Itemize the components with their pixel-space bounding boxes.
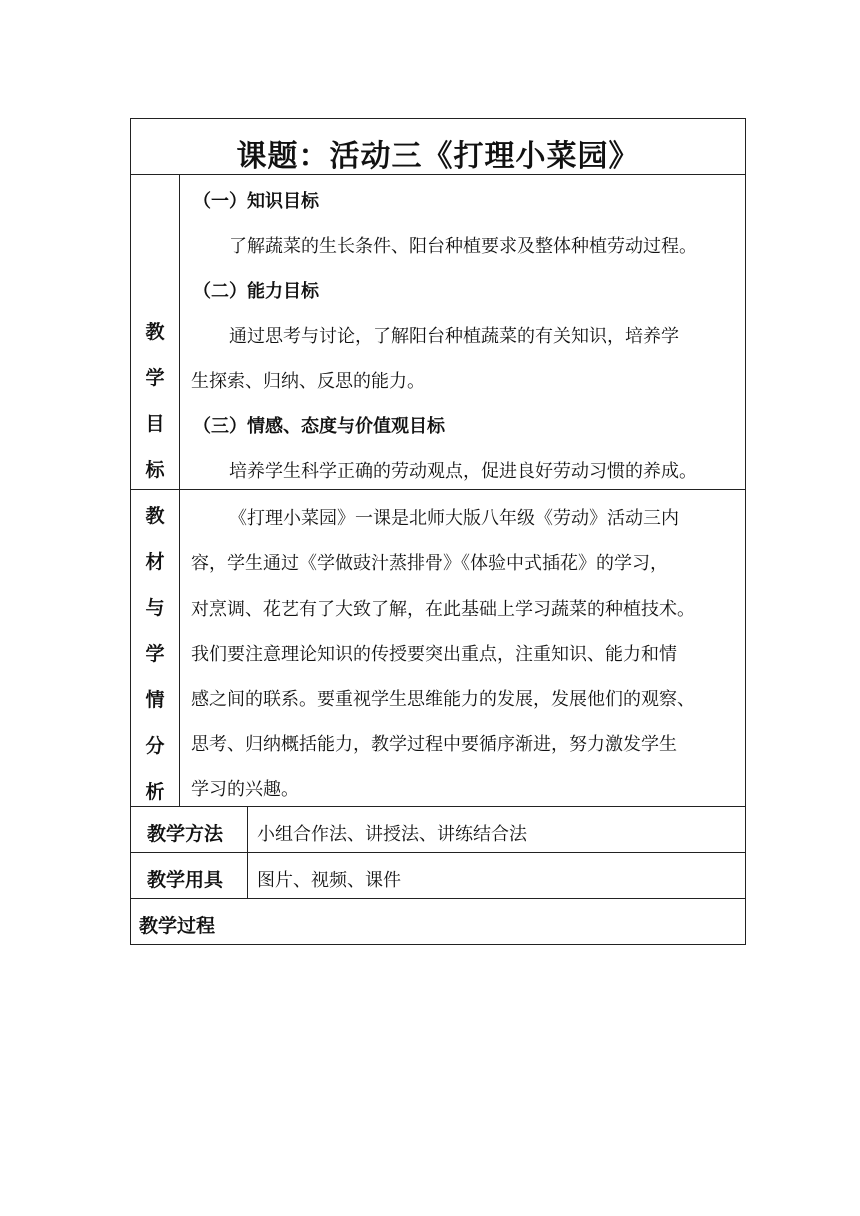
divider xyxy=(131,806,745,807)
divider xyxy=(131,852,745,853)
objective-text: 生探索、归纳、反思的能力。 xyxy=(191,371,425,392)
side-char: 析 xyxy=(145,781,165,803)
analysis-side-label xyxy=(131,493,179,815)
side-char: 材 xyxy=(145,551,165,573)
divider xyxy=(131,174,745,175)
objective-text: 通过思考与讨论，了解阳台种植蔬菜的有关知识，培养学 xyxy=(229,326,679,347)
objective-text: 了解蔬菜的生长条件、阳台种植要求及整体种植劳动过程。 xyxy=(229,236,697,257)
analysis-text: 《打理小菜园》一课是北师大版八年级《劳动》活动三内 xyxy=(229,508,679,529)
side-char: 情 xyxy=(145,689,165,711)
analysis-text: 对烹调、花艺有了大致了解，在此基础上学习蔬菜的种植技术。 xyxy=(191,599,695,620)
side-char: 分 xyxy=(145,735,165,757)
objective-heading-emotion: （三）情感、态度与价值观目标 xyxy=(193,416,445,437)
side-char: 教 xyxy=(145,321,165,343)
side-char: 学 xyxy=(145,367,165,389)
method-value: 小组合作法、讲授法、讲练结合法 xyxy=(257,824,527,845)
tools-label: 教学用具 xyxy=(147,869,224,891)
divider xyxy=(131,898,745,899)
analysis-text: 容，学生通过《学做豉汁蒸排骨》《体验中式插花》的学习， xyxy=(191,553,668,574)
lesson-title: 课题：活动三《打理小菜园》 xyxy=(236,139,640,174)
analysis-text: 学习的兴趣。 xyxy=(191,779,299,800)
side-char: 教 xyxy=(145,505,165,527)
process-label: 教学过程 xyxy=(139,915,216,937)
objective-heading-ability: （二）能力目标 xyxy=(193,281,319,302)
side-char: 标 xyxy=(145,459,165,481)
column-divider xyxy=(179,174,180,806)
objectives-side-label xyxy=(131,309,179,493)
method-label: 教学方法 xyxy=(147,823,224,845)
objective-text: 培养学生科学正确的劳动观点，促进良好劳动习惯的养成。 xyxy=(229,461,697,482)
side-char: 与 xyxy=(145,597,165,619)
analysis-text: 我们要注意理论知识的传授要突出重点，注重知识、能力和情 xyxy=(191,644,677,665)
analysis-text: 感之间的联系。要重视学生思维能力的发展，发展他们的观察、 xyxy=(191,689,695,710)
side-char: 学 xyxy=(145,643,165,665)
side-char: 目 xyxy=(145,413,165,435)
analysis-text: 思考、归纳概括能力，教学过程中要循序渐进，努力激发学生 xyxy=(191,734,677,755)
objective-heading-knowledge: （一）知识目标 xyxy=(193,191,319,212)
divider xyxy=(131,489,745,490)
tools-value: 图片、视频、课件 xyxy=(257,870,401,891)
lesson-plan-table xyxy=(130,118,746,945)
